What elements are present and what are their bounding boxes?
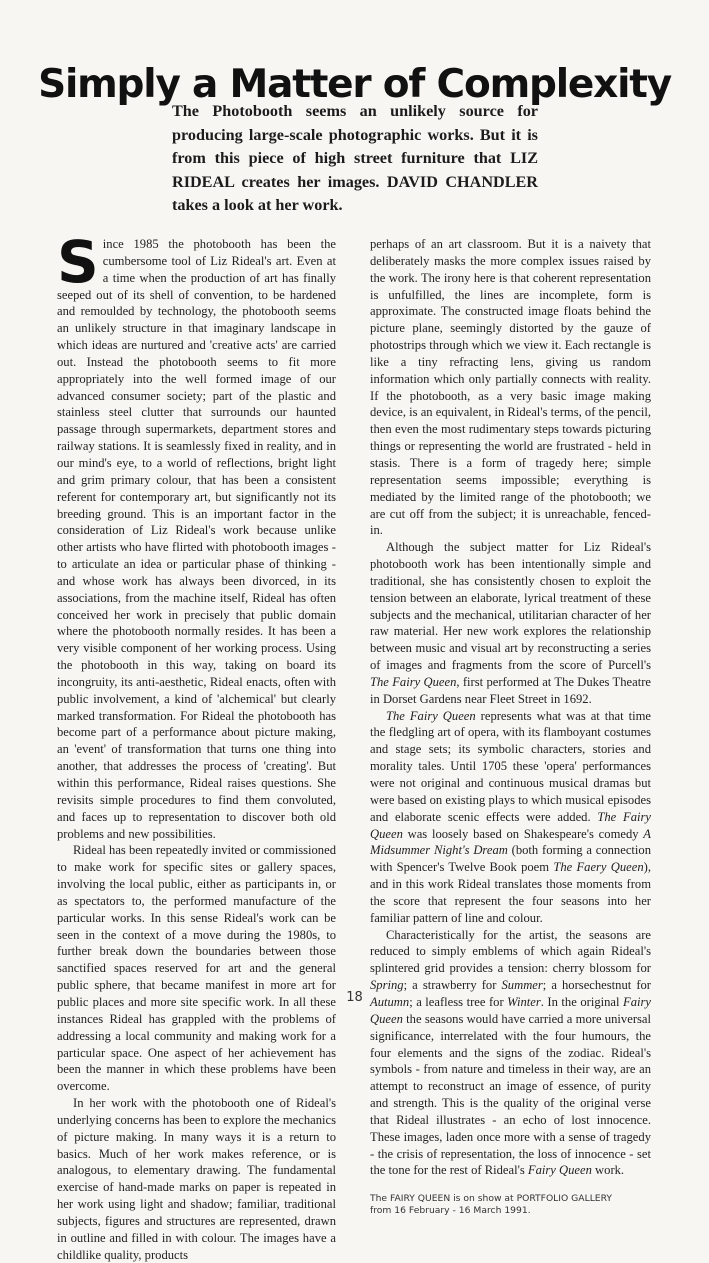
caption-line: The FAIRY QUEEN is on show at PORTFOLIO GALLERY	[370, 1193, 613, 1205]
text-run: ; a leafless tree for	[409, 994, 508, 1009]
paragraph	[370, 708, 651, 927]
italic-title: The Fairy Queen	[370, 674, 457, 689]
paragraph	[370, 236, 651, 539]
text-run: In her work with the photobooth one of Rideal's underlying concerns has been to explore the mechanics of picture making. In many ways it is a return to basics. Much of her work makes reference, or is analogous, to elementary drawing. The fundamental exercise of hand-made marks on paper is repeated in her work using light and shadow; familiar, traditional subjects, figures and structures are represented, drawn in outline and filled in with colour. The images have a childlike quality, products	[57, 1096, 336, 1262]
text-run: (both forming a connection with Spencer's Twelve Book poem	[370, 843, 651, 875]
italic-title: Autumn	[370, 994, 410, 1009]
text-run: represents what was at that time the fledgling art of opera, with its flamboyant costumes and stage sets; its symbolic characters, stories and morality tales. Until 1705 these 'opera' performances were not original and continuous musical dramas but were based on existing plays to which musical episodes and elaborate scenic effects were added.	[370, 708, 651, 824]
text-run: . In the original	[540, 994, 624, 1009]
italic-title: Fairy Queen	[370, 994, 651, 1026]
paragraph	[370, 539, 651, 707]
drop-cap: S	[57, 228, 99, 296]
right-column	[370, 236, 651, 1217]
page-number: 18	[346, 990, 363, 1005]
paragraph	[57, 228, 336, 842]
paragraph	[57, 842, 336, 1095]
italic-title: Fairy Queen	[527, 1163, 592, 1178]
text-run: the seasons would have carried a more universal significance, interrelated with the four humours, the four elements and the signs of the zodiac. Rideal's symbols - from nature and timeless in their way, are an attempt to reconstruct an image of essence, of purity and strength. This is the quality of the original verse that Rideal illustrates - an echo of lost innocence. These images, laden once more with a sense of tragedy - the crisis of representation, the loss of innocence - set the tone for the rest of Rideal's	[370, 1011, 651, 1178]
italic-title: The Faery Queen	[553, 860, 644, 875]
italic-title: The Fairy Queen	[370, 809, 651, 841]
italic-title: Winter	[507, 994, 541, 1009]
italic-title: A Midsummer Night's Dream	[370, 826, 651, 858]
text-run: Rideal has been repeatedly invited or commissioned to make work for specific sites or gallery spaces, involving the local public, either as participants in, or as spectators to, the performed manufacture of the particular works. In this sense Rideal's work can be seen in the context of a move during the 1980s, to further break down the boundaries between those sanctified spaces reserved for art and the general public sphere, that became manifest in more art for public places and more site specific work. In all these instances Rideal has grappled with the problems of addressing a local community and making work for a particular space. One aspect of her achievement has been the manner in which these problems have been overcome.	[57, 843, 336, 1094]
italic-title: Spring	[370, 978, 404, 993]
text-run: , first performed at The Dukes Theatre in Dorset Gardens near Fleet Street in 1692.	[370, 674, 651, 706]
paragraph	[57, 1095, 336, 1263]
text-run: work.	[591, 1163, 625, 1178]
article-title: Simply a Matter of Complexity	[38, 62, 671, 108]
standfirst: The Photobooth seems an unlikely source for producing large-scale photographic works. But it is from this piece of high street furniture that LIZ RIDEAL creates her images. DAVID CHANDLER takes a look at her work.	[172, 102, 538, 214]
text-run: ), and in this work Rideal translates those moments from the score that represent the four seasons into her familiar pattern of line and colour.	[370, 860, 651, 925]
text-run: ; a strawberry for	[403, 978, 502, 993]
left-column	[57, 228, 336, 1263]
text-run: Although the subject matter for Liz Rideal's photobooth work has been intentionally simple and traditional, she has consistently chosen to exploit the tension between an elaborate, lyrical treatment of these subjects and the mechanical, utilitarian character of her raw material. Her new work explores the relationship between music and visual art by reconstructing a series of images and fragments from the score of Purcell's	[370, 540, 651, 673]
italic-title: The Fairy Queen	[386, 708, 476, 723]
text-run: ; a horsechestnut for	[542, 978, 652, 993]
exhibition-caption	[370, 1193, 651, 1217]
text-run: was loosely based on Shakespeare's comedy	[402, 826, 644, 841]
italic-title: Summer	[501, 978, 543, 993]
text-run: perhaps of an art classroom. But it is a naivety that deliberately masks the more complex issues raised by the work. The irony here is that coherent representation is unfulfilled, the lines are incomplete, form is approximate. The constructed image floats behind the picture plane, seemingly distorted by the gauze of photostrips through which we view it. Each rectangle is like a tiny refracting lens, giving us random information which only partially connects with reality. If the photobooth, as a very basic image making device, is an equivalent, in Rideal's terms, of the pencil, then even the most rudimentary steps towards picturing things or representing the world are frustrated - held in stasis. There is a form of tragedy here; simple representation seems impossible; everything is mediated by the limited range of the photobooth; we are cut off from the subject; it is unreachable, fenced-in.	[370, 237, 651, 538]
text-run: ince 1985 the photobooth has been the cumbersome tool of Liz Rideal's art. Even at a time when the production of art has finally seeped out of its shell of convention, to be hardened and remoulded by technology, the photobooth seems an unlikely structure in that imaginary landscape in which ideas are nurtured and 'creative acts' are carried out. Instead the photobooth seems to fit more appropriately into the well formed image of our advanced consumer society; part of the plastic and stainless steel clutter that surrounds our haunted passage through supermarkets, department stores and railway stations. It is seamlessly fixed in reality, and in our mind's eye, to a world of reflections, bright light and grim primary colour, that has been a consistent referent for contemporary art, but significantly not its breeding ground. This is an important factor in the consideration of Liz Rideal's work because unlike other artists who have flirted with photobooth images - to articulate an idea or particular phase of thinking - and whose work has always been divorced, in its associations, from the machine itself, Rideal has often conceived her work in precisely that public domain where the photobooth normally resides. It has been a very visible component of her working process. Using the photobooth in this way, taking on board its incongruity, its anti-aesthetic, Rideal enacts, often with public involvement, a kind of 'alchemical' but clearly marked transformation. For Rideal the photobooth has become part of a performance about picture making, an 'event' of transformation that turns one thing into another, that addresses the process of 'creating'. But within this performance, Rideal raises questions. She revisits simple procedures to find them convoluted, and faces up to representation to discover both old problems and new possibilities.	[57, 237, 336, 841]
text-run: Characteristically for the artist, the seasons are reduced to simply emblems of which again Rideal's splintered grid provides a tension: cherry blossom for	[370, 927, 651, 976]
caption-line: from 16 February - 16 March 1991.	[370, 1205, 531, 1217]
paragraph	[370, 927, 651, 1180]
